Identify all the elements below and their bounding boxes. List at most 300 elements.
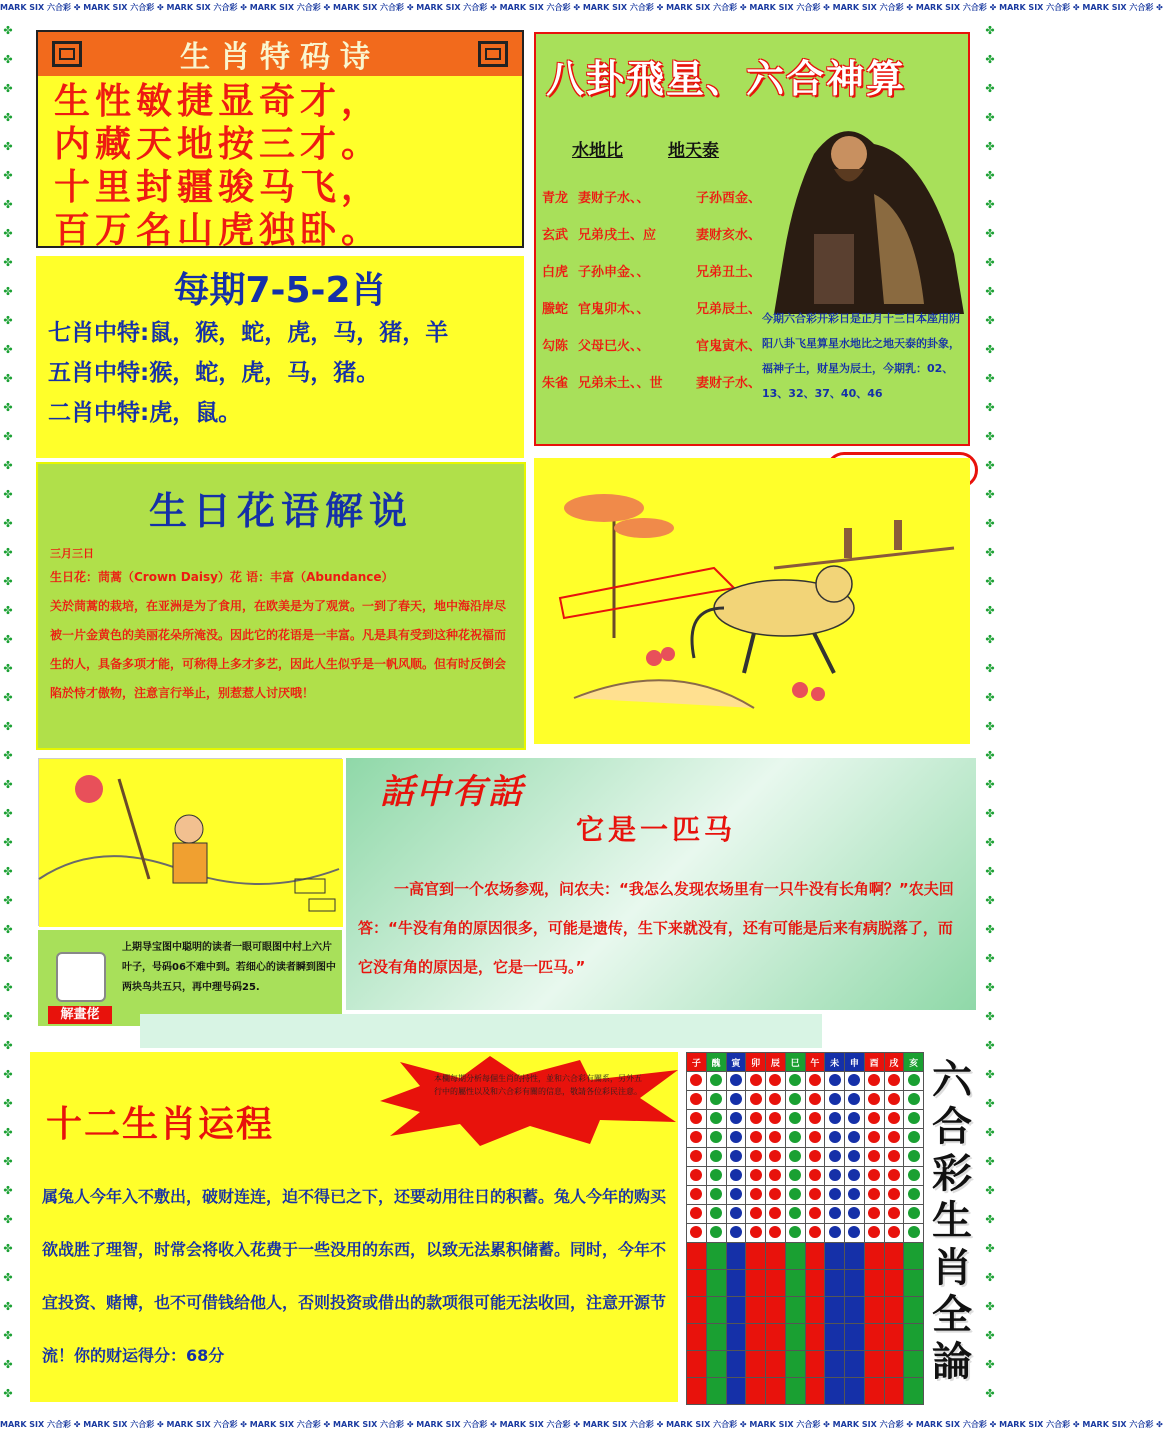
chart-cell [805, 1224, 825, 1243]
frame-icon [478, 41, 508, 67]
border-ornament: ✤ [985, 53, 995, 66]
title-char: 全 [932, 1291, 972, 1338]
chart-cell [687, 1148, 707, 1167]
chart-block-cell [864, 1351, 884, 1378]
chart-cell [884, 1091, 904, 1110]
border-ornament: ✤ [3, 633, 13, 646]
chart-cell [766, 1091, 786, 1110]
chart-cell [785, 1110, 805, 1129]
chart-cell [845, 1224, 865, 1243]
chart-header-cell: 巳 [785, 1053, 805, 1072]
chart-cell [904, 1110, 924, 1129]
chart-cell [864, 1072, 884, 1091]
chart-cell [785, 1186, 805, 1205]
border-ornament: ✤ [3, 285, 13, 298]
chart-block-cell [706, 1270, 726, 1297]
chart-block-cell [785, 1378, 805, 1405]
chart-block-cell [687, 1378, 707, 1405]
starburst-text: 本欄每期分析每個生肖的持性，並和六合彩有關系，另外五行中的屬性以及和六合彩有關的信息，敬請各位彩民注意。 [434, 1074, 642, 1096]
chart-block-cell [706, 1297, 726, 1324]
chart-block-cell [706, 1378, 726, 1405]
chart-cell [706, 1129, 726, 1148]
border-ornament: ✤ [3, 1097, 13, 1110]
chart-cell [805, 1129, 825, 1148]
chart-cell [805, 1186, 825, 1205]
chart-block-cell [884, 1378, 904, 1405]
chart-block-cell [805, 1270, 825, 1297]
border-ornament: ✤ [985, 691, 995, 704]
puzzle-illustration [534, 458, 970, 744]
border-ornament: ✤ [985, 1184, 995, 1197]
fortune-body: 属兔人今年入不敷出，破财连连，迫不得已之下，还要动用往日的积蓄。兔人今年的购买欲战胜了理智，时常会将收入花费于一些没用的东西，以致无法累积储蓄。同时，今年不宜投资、赌博，也不可借钱给他人，否则投资或借出的款项很可能无法收回，注意开源节流！你的财运得分：68分 [42, 1187, 667, 1365]
border-ornament: ✤ [985, 1300, 995, 1313]
chart-cell [805, 1110, 825, 1129]
chart-cell [766, 1186, 786, 1205]
chart-cell [746, 1072, 766, 1091]
chart-block-cell [864, 1297, 884, 1324]
chart-cell [687, 1129, 707, 1148]
bagua-panel [534, 32, 970, 446]
chart-block-cell [884, 1270, 904, 1297]
chart-cell [825, 1091, 845, 1110]
chart-block-cell [845, 1243, 865, 1270]
border-ornament: ✤ [985, 546, 995, 559]
chart-cell [805, 1205, 825, 1224]
chart-cell [687, 1167, 707, 1186]
border-ornament: ✤ [985, 1010, 995, 1023]
chart-cell [904, 1167, 924, 1186]
chart-cell [766, 1129, 786, 1148]
border-ornament: ✤ [985, 82, 995, 95]
title-char: 合 [932, 1103, 972, 1150]
border-ornament: ✤ [3, 430, 13, 443]
chart-block-cell [845, 1378, 865, 1405]
chart-cell [726, 1167, 746, 1186]
zodiac-row: 二肖中特:虎，鼠。 [48, 400, 242, 426]
puzzle-text: 上期导宝图中聪明的读者一眼可眼图中村上六片叶子，号码06不难中到。若细心的读者瞬到图中两块鸟共五只，再中理号码25. [122, 942, 336, 993]
chart-cell [845, 1186, 865, 1205]
border-ornament: ✤ [985, 807, 995, 820]
chart-block-cell [766, 1378, 786, 1405]
border-ornament: ✤ [3, 836, 13, 849]
title-char: 論 [932, 1338, 972, 1385]
chart-cell [766, 1148, 786, 1167]
poem-panel [36, 30, 524, 251]
border-ornament: ✤ [3, 169, 13, 182]
chart-cell [845, 1205, 865, 1224]
bagua-title: 八卦飛星、六合神算 [546, 56, 907, 101]
chart-block-cell [884, 1243, 904, 1270]
chart-block-cell [687, 1270, 707, 1297]
border-ornament: ✤ [985, 981, 995, 994]
border-ornament: ✤ [985, 894, 995, 907]
chart-cell [845, 1110, 865, 1129]
poem-line: 百万名山虎独卧。 [54, 209, 383, 251]
border-ornament: ✤ [3, 952, 13, 965]
chart-cell [687, 1072, 707, 1091]
chart-block-cell [726, 1243, 746, 1270]
chart-header-cell: 申 [845, 1053, 865, 1072]
border-ornament: ✤ [3, 488, 13, 501]
border-ornament: ✤ [3, 1271, 13, 1284]
chart-block-cell [884, 1351, 904, 1378]
border-ornament: ✤ [3, 1213, 13, 1226]
border-ornament: ✤ [985, 778, 995, 791]
right-border [982, 16, 998, 1417]
border-ornament: ✤ [985, 372, 995, 385]
puzzle-answer-panel [38, 930, 342, 1026]
chart-header-cell: 午 [805, 1053, 825, 1072]
chart-block-cell [766, 1351, 786, 1378]
chart-block-cell [845, 1297, 865, 1324]
chart-block-cell [864, 1270, 884, 1297]
chart-block-cell [726, 1378, 746, 1405]
border-ornament: ✤ [3, 1068, 13, 1081]
border-ornament: ✤ [3, 1126, 13, 1139]
chart-block-cell [687, 1324, 707, 1351]
chart-cell [825, 1224, 845, 1243]
chart-cell [726, 1186, 746, 1205]
zodiac-row: 五肖中特:猴，蛇，虎，马，猪。 [48, 360, 380, 386]
border-ornament: ✤ [3, 459, 13, 472]
border-ornament: ✤ [3, 140, 13, 153]
chart-cell [687, 1224, 707, 1243]
chart-cell [904, 1072, 924, 1091]
border-ornament: ✤ [985, 952, 995, 965]
poem-title: 生肖特码诗 [180, 40, 380, 75]
border-ornament: ✤ [985, 575, 995, 588]
flower-date: 三月三日 [50, 547, 94, 560]
chart-block-cell [785, 1351, 805, 1378]
chart-block-cell [746, 1378, 766, 1405]
joke-title: 話中有話 [380, 772, 524, 812]
chart-cell [766, 1110, 786, 1129]
border-ornament: ✤ [985, 836, 995, 849]
chart-block-cell [825, 1297, 845, 1324]
border-ornament: ✤ [3, 517, 13, 530]
title-char: 生 [932, 1197, 972, 1244]
chart-cell [785, 1224, 805, 1243]
border-ornament: ✤ [985, 488, 995, 501]
border-ornament: ✤ [985, 1387, 995, 1400]
bottom-border: MARK SIX 六合彩 ✤ MARK SIX 六合彩 ✤ MARK SIX 六合彩 ✤ MARK SIX 六合彩 ✤ MARK SIX 六合彩 ✤ MARK SIX 六合彩 ✤ MARK SIX 六合彩 ✤ MARK SIX 六合彩 ✤ MARK SIX 六合彩 ✤ MARK SIX 六合彩 ✤ MARK SIX 六合彩 ✤ MARK SIX 六合彩 ✤ MARK SIX 六合彩 ✤ MARK SIX 六合彩 ✤ [0, 1417, 998, 1433]
chart-cell [825, 1186, 845, 1205]
chart-cell [884, 1148, 904, 1167]
chart-block-cell [726, 1351, 746, 1378]
chart-cell [726, 1129, 746, 1148]
border-ornament: ✤ [3, 1329, 13, 1342]
border-ornament: ✤ [985, 1155, 995, 1168]
chart-cell [845, 1167, 865, 1186]
zodiac-title: 每期7-5-2肖 [173, 270, 387, 311]
chart-block-cell [805, 1351, 825, 1378]
border-ornament: ✤ [985, 343, 995, 356]
chart-cell [904, 1091, 924, 1110]
title-char: 肖 [932, 1244, 972, 1291]
chart-cell [706, 1224, 726, 1243]
chart-cell [864, 1091, 884, 1110]
border-ornament: ✤ [3, 1242, 13, 1255]
chart-cell [845, 1091, 865, 1110]
chart-cell [904, 1205, 924, 1224]
flower-panel [36, 462, 526, 750]
chart-header-cell: 寅 [726, 1053, 746, 1072]
hexagram-table: 青龙 妻财子水、、 子孙酉金、 玄武 兄弟戌土、应 妻财亥水、 白虎 子孙申金、、 兄弟丑土、 螣蛇 官鬼卯木、、 兄弟辰土、 勾陈 父母巳火、、 官鬼寅木、 朱雀 兄弟未土、、世 妻财子水、 [542, 191, 762, 391]
border-ornament: ✤ [3, 401, 13, 414]
border-ornament: ✤ [3, 894, 13, 907]
border-ornament: ✤ [3, 575, 13, 588]
poem-header [38, 32, 522, 76]
border-ornament: ✤ [3, 604, 13, 617]
title-char: 六 [932, 1056, 972, 1103]
border-ornament: ✤ [985, 749, 995, 762]
chart-cell [706, 1205, 726, 1224]
chart-block-cell [864, 1243, 884, 1270]
chart-cell [884, 1110, 904, 1129]
chart-cell [726, 1205, 746, 1224]
flower-line: 生日花：茼蒿（Crown Daisy）花 语：丰富（Abundance） [50, 570, 394, 584]
chart-block-cell [687, 1351, 707, 1378]
chart-cell [904, 1148, 924, 1167]
chart-cell [884, 1186, 904, 1205]
chart-block-cell [864, 1324, 884, 1351]
chart-cell [785, 1129, 805, 1148]
chart-block-cell [825, 1351, 845, 1378]
chart-block-cell [825, 1324, 845, 1351]
border-ornament: ✤ [985, 604, 995, 617]
chart-cell [825, 1129, 845, 1148]
chart-cell [726, 1148, 746, 1167]
chart-cell [706, 1167, 726, 1186]
chart-block-cell [805, 1324, 825, 1351]
poem-line: 十里封疆骏马飞， [54, 166, 383, 208]
poem-line: 生性敏捷显奇才， [54, 80, 383, 122]
book-icon [56, 952, 106, 1002]
border-ornament: ✤ [3, 720, 13, 733]
chart-block-cell [825, 1270, 845, 1297]
chart-block-cell [706, 1243, 726, 1270]
hexagram-left: 水地比 [572, 141, 623, 161]
border-ornament: ✤ [3, 865, 13, 878]
chart-cell [884, 1167, 904, 1186]
border-ornament: ✤ [3, 923, 13, 936]
chart-block-cell [746, 1297, 766, 1324]
chart-header-cell: 卯 [746, 1053, 766, 1072]
chart-cell [746, 1091, 766, 1110]
chart-cell [864, 1224, 884, 1243]
chart-table [686, 1052, 924, 1405]
chart-block-cell [825, 1243, 845, 1270]
chart-cell [904, 1186, 924, 1205]
border-ornament: ✤ [3, 546, 13, 559]
chart-block-cell [805, 1378, 825, 1405]
border-ornament: ✤ [985, 1068, 995, 1081]
chart-cell [785, 1148, 805, 1167]
border-ornament: ✤ [985, 1271, 995, 1284]
chart-cell [766, 1072, 786, 1091]
chart-block-cell [746, 1270, 766, 1297]
chart-block-cell [904, 1270, 924, 1297]
chart-block-cell [845, 1270, 865, 1297]
chart-block-cell [706, 1351, 726, 1378]
chart-cell [746, 1186, 766, 1205]
chart-cell [726, 1110, 746, 1129]
left-border [0, 16, 16, 1417]
border-ornament: ✤ [3, 1039, 13, 1052]
border-ornament: ✤ [3, 778, 13, 791]
chart-cell [864, 1148, 884, 1167]
chart-block-cell [805, 1297, 825, 1324]
chart-cell [706, 1148, 726, 1167]
border-ornament: ✤ [985, 198, 995, 211]
chart-cell [785, 1072, 805, 1091]
chart-cell [746, 1224, 766, 1243]
chart-header-cell: 子 [687, 1053, 707, 1072]
border-ornament: ✤ [985, 314, 995, 327]
border-ornament: ✤ [985, 111, 995, 124]
chart-cell [805, 1148, 825, 1167]
chart-header-cell: 酉 [864, 1053, 884, 1072]
border-ornament: ✤ [3, 1010, 13, 1023]
chart-block-cell [687, 1243, 707, 1270]
chart-block-cell [805, 1243, 825, 1270]
chart-cell [825, 1110, 845, 1129]
chart-cell [766, 1224, 786, 1243]
chart-cell [785, 1091, 805, 1110]
title-char: 彩 [932, 1150, 972, 1197]
chart-cell [904, 1129, 924, 1148]
border-ornament: ✤ [3, 1387, 13, 1400]
frame-icon [52, 41, 82, 67]
chart-cell [884, 1224, 904, 1243]
chart-block-cell [904, 1324, 924, 1351]
chart-cell [746, 1129, 766, 1148]
chart-block-cell [746, 1243, 766, 1270]
top-border: MARK SIX 六合彩 ✤ MARK SIX 六合彩 ✤ MARK SIX 六合彩 ✤ MARK SIX 六合彩 ✤ MARK SIX 六合彩 ✤ MARK SIX 六合彩 ✤ MARK SIX 六合彩 ✤ MARK SIX 六合彩 ✤ MARK SIX 六合彩 ✤ MARK SIX 六合彩 ✤ MARK SIX 六合彩 ✤ MARK SIX 六合彩 ✤ MARK SIX 六合彩 ✤ MARK SIX 六合彩 ✤ [0, 0, 998, 16]
chart-block-cell [884, 1324, 904, 1351]
chart-cell [845, 1129, 865, 1148]
chart-cell [805, 1167, 825, 1186]
chart-vertical-title [926, 1056, 978, 1396]
chart-block-cell [726, 1297, 746, 1324]
chart-cell [766, 1205, 786, 1224]
chart-cell [706, 1091, 726, 1110]
chart-cell [785, 1167, 805, 1186]
chart-cell [884, 1129, 904, 1148]
border-ornament: ✤ [985, 865, 995, 878]
chart-block-cell [766, 1324, 786, 1351]
chart-cell [706, 1072, 726, 1091]
chart-cell [687, 1186, 707, 1205]
chart-header-cell: 亥 [904, 1053, 924, 1072]
border-ornament: ✤ [3, 198, 13, 211]
chart-block-cell [864, 1378, 884, 1405]
border-ornament: ✤ [985, 633, 995, 646]
chart-block-cell [904, 1243, 924, 1270]
zodiac-picks-panel [36, 256, 524, 458]
border-ornament: ✤ [985, 517, 995, 530]
chart-header-cell: 辰 [766, 1053, 786, 1072]
joke-panel [346, 758, 976, 1010]
border-ornament: ✤ [3, 662, 13, 675]
border-ornament: ✤ [3, 807, 13, 820]
flower-body: 关於茼蒿的栽培，在亚洲是为了食用，在欧美是为了观赏。一到了春天，地中海沿岸尽被一片金黄色的美丽花朵所淹没。因此它的花语是一丰富。凡是具有受到这种花祝福而生的人，具备多项才能，可称得上多才多艺，因此人生似乎是一帆风顺。但有时反倒会陷於恃才傲物，注意言行举止，别惹惹人讨厌哦！ [50, 599, 507, 700]
chart-block-cell [687, 1297, 707, 1324]
flower-title: 生日花语解说 [148, 488, 413, 533]
chart-cell [706, 1186, 726, 1205]
border-ornament: ✤ [985, 1329, 995, 1342]
border-ornament: ✤ [985, 140, 995, 153]
chart-cell [904, 1224, 924, 1243]
border-ornament: ✤ [985, 923, 995, 936]
border-ornament: ✤ [3, 343, 13, 356]
chart-cell [825, 1148, 845, 1167]
border-ornament: ✤ [985, 1358, 995, 1371]
chart-cell [825, 1205, 845, 1224]
border-ornament: ✤ [985, 256, 995, 269]
chart-header-cell: 未 [825, 1053, 845, 1072]
border-ornament: ✤ [985, 227, 995, 240]
border-ornament: ✤ [3, 1300, 13, 1313]
chart-block-cell [706, 1324, 726, 1351]
chart-block-cell [746, 1351, 766, 1378]
chart-cell [726, 1072, 746, 1091]
man-illustration [38, 758, 342, 926]
chart-cell [845, 1148, 865, 1167]
divider-strip [140, 1014, 822, 1048]
chart-cell [884, 1205, 904, 1224]
border-ornament: ✤ [985, 720, 995, 733]
zodiac-row: 七肖中特:鼠，猴，蛇，虎，马，猪，羊 [48, 320, 449, 346]
chart-cell [805, 1072, 825, 1091]
border-ornament: ✤ [3, 227, 13, 240]
border-ornament: ✤ [985, 401, 995, 414]
chart-block-cell [785, 1243, 805, 1270]
border-ornament: ✤ [3, 53, 13, 66]
fortune-title: 十二生肖运程 [46, 1104, 275, 1145]
starburst-shape [380, 1056, 678, 1146]
border-ornament: ✤ [3, 24, 13, 37]
chart-block-cell [726, 1270, 746, 1297]
fortune-panel [30, 1052, 678, 1402]
border-ornament: ✤ [985, 24, 995, 37]
chart-block-cell [766, 1297, 786, 1324]
border-ornament: ✤ [985, 285, 995, 298]
border-ornament: ✤ [3, 314, 13, 327]
border-ornament: ✤ [985, 430, 995, 443]
puzzle-badge: 解畫佬 [48, 1006, 112, 1024]
chart-cell [805, 1091, 825, 1110]
chart-cell [845, 1072, 865, 1091]
chart-header-cell: 醜 [706, 1053, 726, 1072]
chart-cell [746, 1148, 766, 1167]
chart-cell [687, 1091, 707, 1110]
chart-cell [864, 1110, 884, 1129]
zodiac-number-chart [686, 1052, 924, 1402]
chart-block-cell [746, 1324, 766, 1351]
chart-block-cell [766, 1270, 786, 1297]
chart-cell [706, 1110, 726, 1129]
border-ornament: ✤ [985, 169, 995, 182]
border-ornament: ✤ [3, 256, 13, 269]
chart-cell [884, 1072, 904, 1091]
border-ornament: ✤ [3, 1155, 13, 1168]
border-ornament: ✤ [3, 749, 13, 762]
chart-block-cell [845, 1324, 865, 1351]
border-ornament: ✤ [985, 662, 995, 675]
border-ornament: ✤ [3, 1358, 13, 1371]
chart-cell [864, 1186, 884, 1205]
